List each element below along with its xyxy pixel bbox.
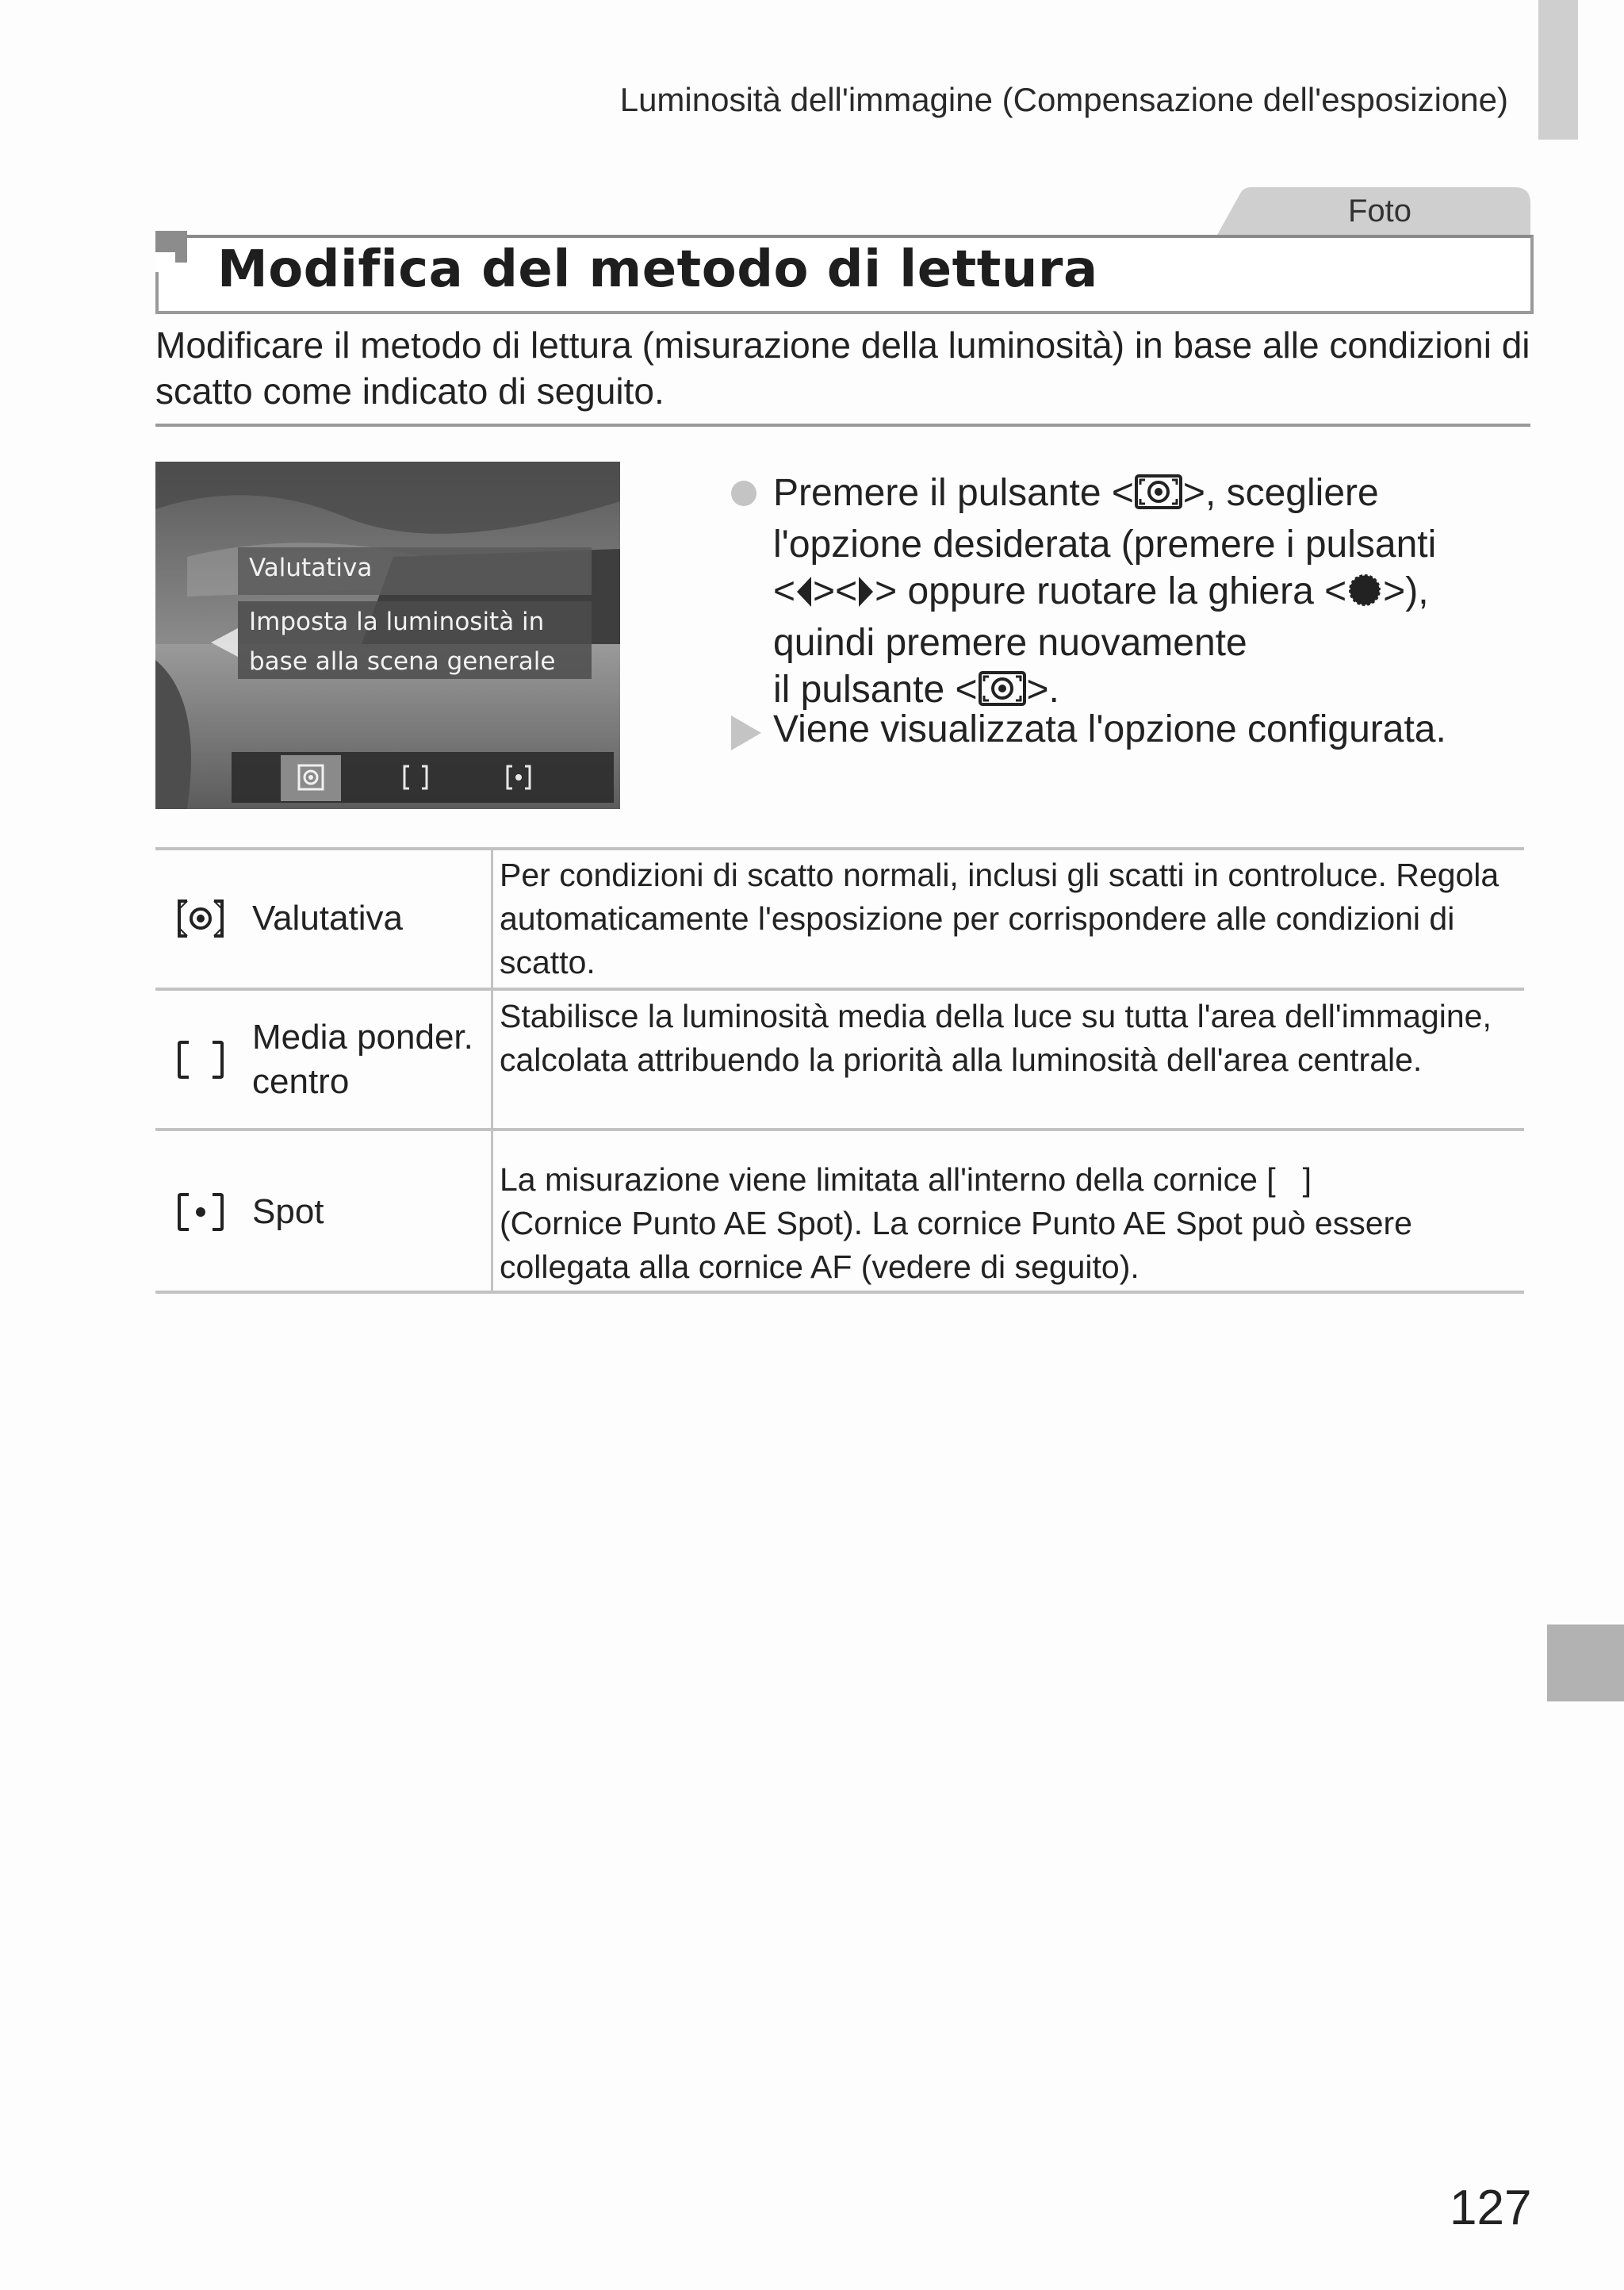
metering-button-icon <box>1134 474 1183 521</box>
section-title: Modifica del metodo di lettura <box>217 240 1098 299</box>
step-text-part: Premere il pulsante < <box>773 472 1134 514</box>
screen-description-line1: Imposta la luminosità in <box>249 608 545 636</box>
step-instructions <box>773 470 1526 718</box>
mode-name-media-ponderata <box>252 1015 473 1104</box>
center-weighted-metering-icon <box>176 1039 225 1084</box>
screen-selected-option: Valutativa <box>249 554 373 582</box>
mode-name-line: centro <box>252 1062 350 1101</box>
table-rule <box>155 988 1524 991</box>
intro-divider <box>155 424 1530 427</box>
step-text-part: >, scegliere <box>1182 472 1379 514</box>
step-result: Viene visualizzata l'opzione configurata. <box>773 708 1446 750</box>
mode-name-spot: Spot <box>252 1192 324 1231</box>
right-button-icon <box>857 573 875 619</box>
page-number: 127 <box>1450 2181 1532 2235</box>
left-button-icon <box>795 573 813 619</box>
result-arrow-icon <box>731 715 761 750</box>
title-marker-cutout <box>155 252 175 272</box>
step-text-part: > oppure ruotare la ghiera < <box>875 570 1347 612</box>
step-text-part: >< <box>813 570 858 612</box>
foto-tab-label: Foto <box>1348 194 1412 228</box>
screen-description-line2: base alla scena generale <box>249 647 556 676</box>
step-text-part: il pulsante < <box>773 669 978 711</box>
mode-name-line: Media ponder. <box>252 1018 473 1057</box>
mode-desc-valutativa: Per condizioni di scatto normali, inclusi gli scatti in controluce. Regola automaticamente l'esposizione per corrispondere alle condizioni di scatto. <box>500 857 1500 980</box>
table-rule <box>155 1128 1524 1131</box>
step-text-part: >. <box>1026 669 1059 711</box>
spot-metering-icon <box>176 1191 225 1237</box>
mode-desc-part: La misurazione viene limitata all'interno della cornice [ <box>500 1161 1276 1198</box>
table-rule <box>155 847 1524 850</box>
table-column-divider <box>491 849 493 1293</box>
camera-screen-image <box>155 462 620 809</box>
step-text-part: < <box>773 570 796 612</box>
step-text-part: >), <box>1383 570 1429 612</box>
step-bullet <box>731 481 756 506</box>
chapter-tab-side <box>1547 1624 1624 1701</box>
control-dial-icon <box>1346 572 1383 619</box>
mode-desc-part: (Cornice Punto AE Spot). La cornice Punto AE Spot può essere collegata alla cornice AF (vedere di seguito). <box>500 1205 1412 1285</box>
chapter-tab-top <box>1538 0 1578 140</box>
step-text-line: l'opzione desiderata (premere i pulsanti <box>773 524 1437 566</box>
intro-paragraph: Modificare il metodo di lettura (misurazione della luminosità) in base alle condizioni di scatto come indicato di seguito. <box>155 324 1530 412</box>
step-text-line: quindi premere nuovamente <box>773 622 1247 664</box>
running-header: Luminosità dell'immagine (Compensazione dell'esposizione) <box>619 81 1508 118</box>
evaluative-metering-icon <box>176 898 225 943</box>
mode-desc-part: ] <box>1302 1161 1312 1198</box>
mode-name-valutativa: Valutativa <box>252 899 403 938</box>
mode-desc-media-ponderata: Stabilisce la luminosità media della luce su tutta l'area dell'immagine, calcolata attribuendo la priorità alla luminosità dell'area centrale. <box>500 998 1492 1078</box>
table-rule <box>155 1291 1524 1294</box>
mode-desc-spot <box>500 1158 1522 1289</box>
